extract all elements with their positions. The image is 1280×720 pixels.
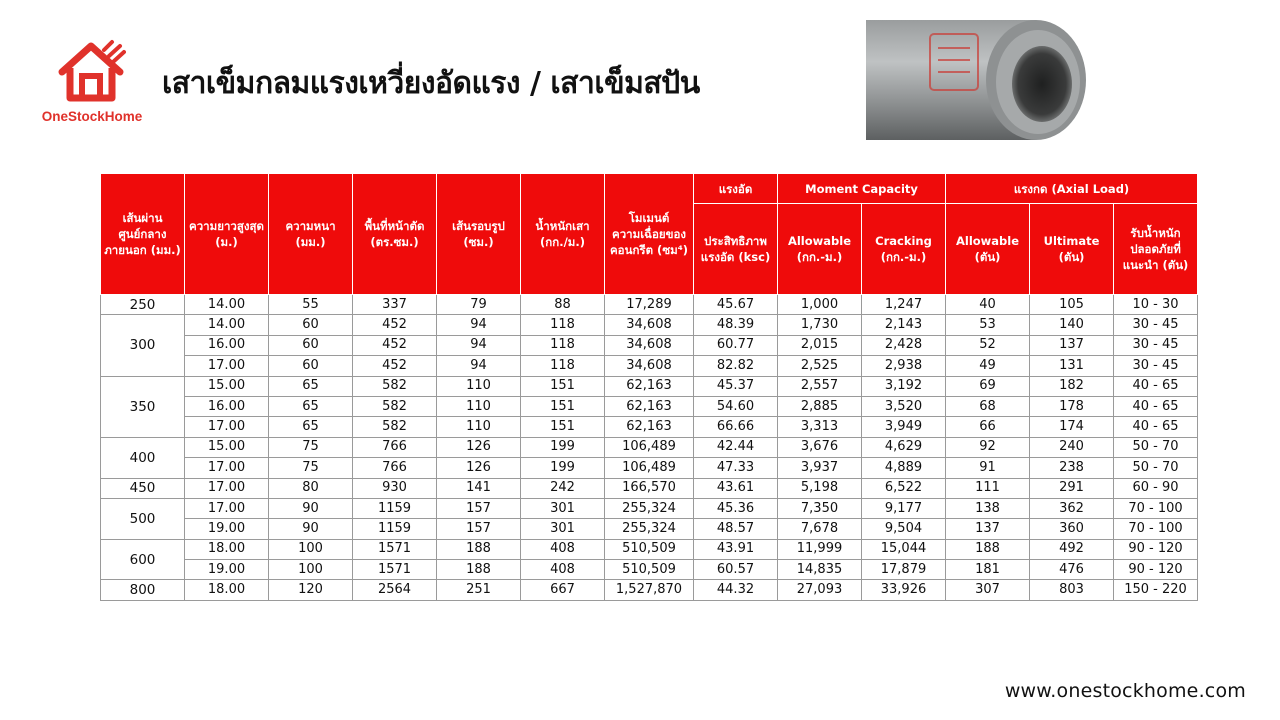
header-thickness: ความหนา (มม.) — [269, 174, 353, 295]
table-cell: 3,937 — [778, 458, 862, 478]
table-cell: 476 — [1030, 560, 1114, 580]
table-cell: 1159 — [353, 519, 437, 539]
table-cell: 19.00 — [185, 560, 269, 580]
table-cell: 60 - 90 — [1114, 478, 1198, 498]
table-cell: 40 - 65 — [1114, 376, 1198, 396]
table-cell: 1,000 — [778, 295, 862, 315]
table-cell: 188 — [437, 539, 521, 559]
table-cell: 43.91 — [694, 539, 778, 559]
header-diameter: เส้นผ่านศูนย์กลางภายนอก (มม.) — [101, 174, 185, 295]
table-cell: 80 — [269, 478, 353, 498]
table-cell: 60 — [269, 335, 353, 355]
header-compression-group: แรงอัด — [694, 174, 778, 204]
table-cell: 17,289 — [605, 295, 694, 315]
header-axial-ultimate: Ultimate (ตัน) — [1030, 204, 1114, 295]
table-cell: 68 — [946, 396, 1030, 416]
table-cell: 240 — [1030, 437, 1114, 457]
table-cell: 255,324 — [605, 519, 694, 539]
table-cell: 2,557 — [778, 376, 862, 396]
table-cell: 2,143 — [862, 315, 946, 335]
table-cell: 803 — [1030, 580, 1114, 600]
table-cell: 337 — [353, 295, 437, 315]
table-row — [101, 498, 1198, 518]
brand-logo — [32, 38, 152, 128]
table-cell: 50 - 70 — [1114, 437, 1198, 457]
table-cell: 131 — [1030, 356, 1114, 376]
house-icon — [56, 38, 126, 104]
table-cell: 3,676 — [778, 437, 862, 457]
header-length: ความยาวสูงสุด (ม.) — [185, 174, 269, 295]
table-cell: 82.82 — [694, 356, 778, 376]
cell-diameter: 300 — [101, 315, 185, 376]
table-cell: 10 - 30 — [1114, 295, 1198, 315]
table-cell: 65 — [269, 376, 353, 396]
table-cell: 151 — [521, 376, 605, 396]
header-axial-group: แรงกด (Axial Load) — [946, 174, 1198, 204]
table-cell: 90 — [269, 519, 353, 539]
table-cell: 301 — [521, 498, 605, 518]
table-cell: 18.00 — [185, 539, 269, 559]
table-cell: 45.67 — [694, 295, 778, 315]
table-cell: 362 — [1030, 498, 1114, 518]
table-cell: 492 — [1030, 539, 1114, 559]
header-moment-group: Moment Capacity — [778, 174, 946, 204]
table-cell: 151 — [521, 417, 605, 437]
table-row — [101, 539, 1198, 559]
table-row — [101, 356, 1198, 376]
table-cell: 94 — [437, 356, 521, 376]
table-cell: 14,835 — [778, 560, 862, 580]
cell-diameter: 600 — [101, 539, 185, 580]
table-cell: 1571 — [353, 539, 437, 559]
table-cell: 44.32 — [694, 580, 778, 600]
table-cell: 49 — [946, 356, 1030, 376]
table-cell: 94 — [437, 315, 521, 335]
header-perimeter: เส้นรอบรูป (ซม.) — [437, 174, 521, 295]
table-cell: 766 — [353, 458, 437, 478]
table-cell: 251 — [437, 580, 521, 600]
table-row — [101, 458, 1198, 478]
table-cell: 48.39 — [694, 315, 778, 335]
table-cell: 151 — [521, 396, 605, 416]
table-cell: 65 — [269, 396, 353, 416]
table-cell: 307 — [946, 580, 1030, 600]
table-row — [101, 519, 1198, 539]
table-cell: 34,608 — [605, 356, 694, 376]
table-cell: 106,489 — [605, 458, 694, 478]
table-cell: 582 — [353, 417, 437, 437]
table-cell: 166,570 — [605, 478, 694, 498]
spec-table — [100, 173, 1198, 601]
table-cell: 17.00 — [185, 478, 269, 498]
table-cell: 4,889 — [862, 458, 946, 478]
table-cell: 40 - 65 — [1114, 417, 1198, 437]
table-cell: 452 — [353, 315, 437, 335]
table-cell: 60 — [269, 356, 353, 376]
table-cell: 45.37 — [694, 376, 778, 396]
table-cell: 52 — [946, 335, 1030, 355]
table-cell: 30 - 45 — [1114, 356, 1198, 376]
table-cell: 9,504 — [862, 519, 946, 539]
table-cell: 47.33 — [694, 458, 778, 478]
table-cell: 60.77 — [694, 335, 778, 355]
table-row — [101, 295, 1198, 315]
table-cell: 111 — [946, 478, 1030, 498]
table-cell: 16.00 — [185, 396, 269, 416]
table-cell: 17.00 — [185, 458, 269, 478]
table-cell: 291 — [1030, 478, 1114, 498]
table-cell: 14.00 — [185, 315, 269, 335]
table-cell: 118 — [521, 335, 605, 355]
table-cell: 238 — [1030, 458, 1114, 478]
table-cell: 94 — [437, 335, 521, 355]
table-cell: 199 — [521, 437, 605, 457]
table-cell: 15,044 — [862, 539, 946, 559]
table-cell: 18.00 — [185, 580, 269, 600]
table-cell: 118 — [521, 315, 605, 335]
brand-name: OneStockHome — [41, 109, 143, 124]
table-cell: 667 — [521, 580, 605, 600]
table-cell: 7,350 — [778, 498, 862, 518]
table-cell: 930 — [353, 478, 437, 498]
table-cell: 126 — [437, 458, 521, 478]
table-cell: 3,520 — [862, 396, 946, 416]
table-cell: 188 — [946, 539, 1030, 559]
table-cell: 43.61 — [694, 478, 778, 498]
spec-table-body — [101, 295, 1198, 601]
table-cell: 126 — [437, 437, 521, 457]
table-cell: 34,608 — [605, 315, 694, 335]
table-cell: 188 — [437, 560, 521, 580]
table-cell: 54.60 — [694, 396, 778, 416]
table-cell: 178 — [1030, 396, 1114, 416]
cell-diameter: 350 — [101, 376, 185, 437]
table-cell: 582 — [353, 396, 437, 416]
table-cell: 60 — [269, 315, 353, 335]
table-cell: 408 — [521, 539, 605, 559]
table-row — [101, 560, 1198, 580]
table-cell: 62,163 — [605, 417, 694, 437]
table-cell: 110 — [437, 417, 521, 437]
table-cell: 582 — [353, 376, 437, 396]
table-cell: 16.00 — [185, 335, 269, 355]
table-cell: 3,192 — [862, 376, 946, 396]
table-cell: 53 — [946, 315, 1030, 335]
table-cell: 137 — [1030, 335, 1114, 355]
table-cell: 62,163 — [605, 396, 694, 416]
table-cell: 90 - 120 — [1114, 560, 1198, 580]
table-cell: 181 — [946, 560, 1030, 580]
spun-pile-image — [866, 18, 1096, 142]
table-cell: 157 — [437, 498, 521, 518]
table-cell: 3,949 — [862, 417, 946, 437]
table-cell: 9,177 — [862, 498, 946, 518]
table-cell: 408 — [521, 560, 605, 580]
table-row — [101, 335, 1198, 355]
table-cell: 34,608 — [605, 335, 694, 355]
table-cell: 2,885 — [778, 396, 862, 416]
table-row — [101, 417, 1198, 437]
cell-diameter: 250 — [101, 295, 185, 315]
table-cell: 2564 — [353, 580, 437, 600]
table-row — [101, 315, 1198, 335]
table-cell: 137 — [946, 519, 1030, 539]
header-moment-cracking: Cracking (กก.-ม.) — [862, 204, 946, 295]
table-cell: 75 — [269, 458, 353, 478]
table-cell: 1159 — [353, 498, 437, 518]
table-cell: 27,093 — [778, 580, 862, 600]
table-cell: 4,629 — [862, 437, 946, 457]
table-cell: 510,509 — [605, 560, 694, 580]
table-cell: 766 — [353, 437, 437, 457]
table-cell: 55 — [269, 295, 353, 315]
table-cell: 75 — [269, 437, 353, 457]
table-cell: 30 - 45 — [1114, 335, 1198, 355]
table-cell: 15.00 — [185, 437, 269, 457]
table-cell: 157 — [437, 519, 521, 539]
table-cell: 33,926 — [862, 580, 946, 600]
table-cell: 50 - 70 — [1114, 458, 1198, 478]
header-axial-allowable: Allowable (ตัน) — [946, 204, 1030, 295]
table-cell: 2,015 — [778, 335, 862, 355]
table-cell: 17.00 — [185, 498, 269, 518]
table-cell: 174 — [1030, 417, 1114, 437]
table-cell: 92 — [946, 437, 1030, 457]
table-cell: 65 — [269, 417, 353, 437]
table-cell: 2,428 — [862, 335, 946, 355]
table-cell: 60.57 — [694, 560, 778, 580]
table-cell: 3,313 — [778, 417, 862, 437]
table-cell: 2,938 — [862, 356, 946, 376]
table-cell: 118 — [521, 356, 605, 376]
table-cell: 199 — [521, 458, 605, 478]
table-cell: 1,247 — [862, 295, 946, 315]
table-row — [101, 396, 1198, 416]
table-cell: 6,522 — [862, 478, 946, 498]
table-row — [101, 437, 1198, 457]
table-cell: 90 — [269, 498, 353, 518]
table-row — [101, 580, 1198, 600]
table-cell: 1,527,870 — [605, 580, 694, 600]
cell-diameter: 450 — [101, 478, 185, 498]
table-cell: 69 — [946, 376, 1030, 396]
table-cell: 17.00 — [185, 417, 269, 437]
table-cell: 255,324 — [605, 498, 694, 518]
table-cell: 62,163 — [605, 376, 694, 396]
table-cell: 42.44 — [694, 437, 778, 457]
table-cell: 2,525 — [778, 356, 862, 376]
table-cell: 452 — [353, 356, 437, 376]
table-cell: 301 — [521, 519, 605, 539]
table-row — [101, 376, 1198, 396]
table-cell: 88 — [521, 295, 605, 315]
table-cell: 79 — [437, 295, 521, 315]
table-cell: 66.66 — [694, 417, 778, 437]
table-cell: 48.57 — [694, 519, 778, 539]
table-cell: 15.00 — [185, 376, 269, 396]
table-cell: 110 — [437, 376, 521, 396]
table-cell: 66 — [946, 417, 1030, 437]
table-row — [101, 478, 1198, 498]
table-cell: 1,730 — [778, 315, 862, 335]
table-cell: 1571 — [353, 560, 437, 580]
table-cell: 150 - 220 — [1114, 580, 1198, 600]
table-cell: 91 — [946, 458, 1030, 478]
cell-diameter: 500 — [101, 498, 185, 539]
table-cell: 30 - 45 — [1114, 315, 1198, 335]
table-cell: 45.36 — [694, 498, 778, 518]
table-cell: 106,489 — [605, 437, 694, 457]
table-cell: 7,678 — [778, 519, 862, 539]
table-cell: 182 — [1030, 376, 1114, 396]
table-cell: 17,879 — [862, 560, 946, 580]
table-cell: 120 — [269, 580, 353, 600]
table-cell: 138 — [946, 498, 1030, 518]
page-title: เสาเข็มกลมแรงเหวี่ยงอัดแรง / เสาเข็มสปัน — [162, 66, 700, 101]
cell-diameter: 800 — [101, 580, 185, 600]
table-cell: 40 - 65 — [1114, 396, 1198, 416]
table-cell: 141 — [437, 478, 521, 498]
table-cell: 100 — [269, 560, 353, 580]
table-cell: 242 — [521, 478, 605, 498]
table-cell: 452 — [353, 335, 437, 355]
table-cell: 90 - 120 — [1114, 539, 1198, 559]
table-cell: 510,509 — [605, 539, 694, 559]
table-cell: 140 — [1030, 315, 1114, 335]
table-cell: 100 — [269, 539, 353, 559]
header-weight: น้ำหนักเสา (กก./ม.) — [521, 174, 605, 295]
table-cell: 40 — [946, 295, 1030, 315]
table-cell: 14.00 — [185, 295, 269, 315]
table-cell: 105 — [1030, 295, 1114, 315]
table-cell: 110 — [437, 396, 521, 416]
header-effective-compression: ประสิทธิภาพแรงอัด (ksc) — [694, 204, 778, 295]
table-cell: 17.00 — [185, 356, 269, 376]
cell-diameter: 400 — [101, 437, 185, 478]
table-cell: 70 - 100 — [1114, 519, 1198, 539]
header-safe-load: รับน้ำหนักปลอดภัยที่แนะนำ (ตัน) — [1114, 204, 1198, 295]
website-url: www.onestockhome.com — [1004, 680, 1246, 702]
table-cell: 5,198 — [778, 478, 862, 498]
table-cell: 360 — [1030, 519, 1114, 539]
header-moment-allowable: Allowable (กก.-ม.) — [778, 204, 862, 295]
header-area: พื้นที่หน้าตัด (ตร.ซม.) — [353, 174, 437, 295]
header-inertia: โมเมนต์ความเฉื่อยของคอนกรีต (ซม⁴) — [605, 174, 694, 295]
table-cell: 70 - 100 — [1114, 498, 1198, 518]
table-cell: 11,999 — [778, 539, 862, 559]
table-cell: 19.00 — [185, 519, 269, 539]
